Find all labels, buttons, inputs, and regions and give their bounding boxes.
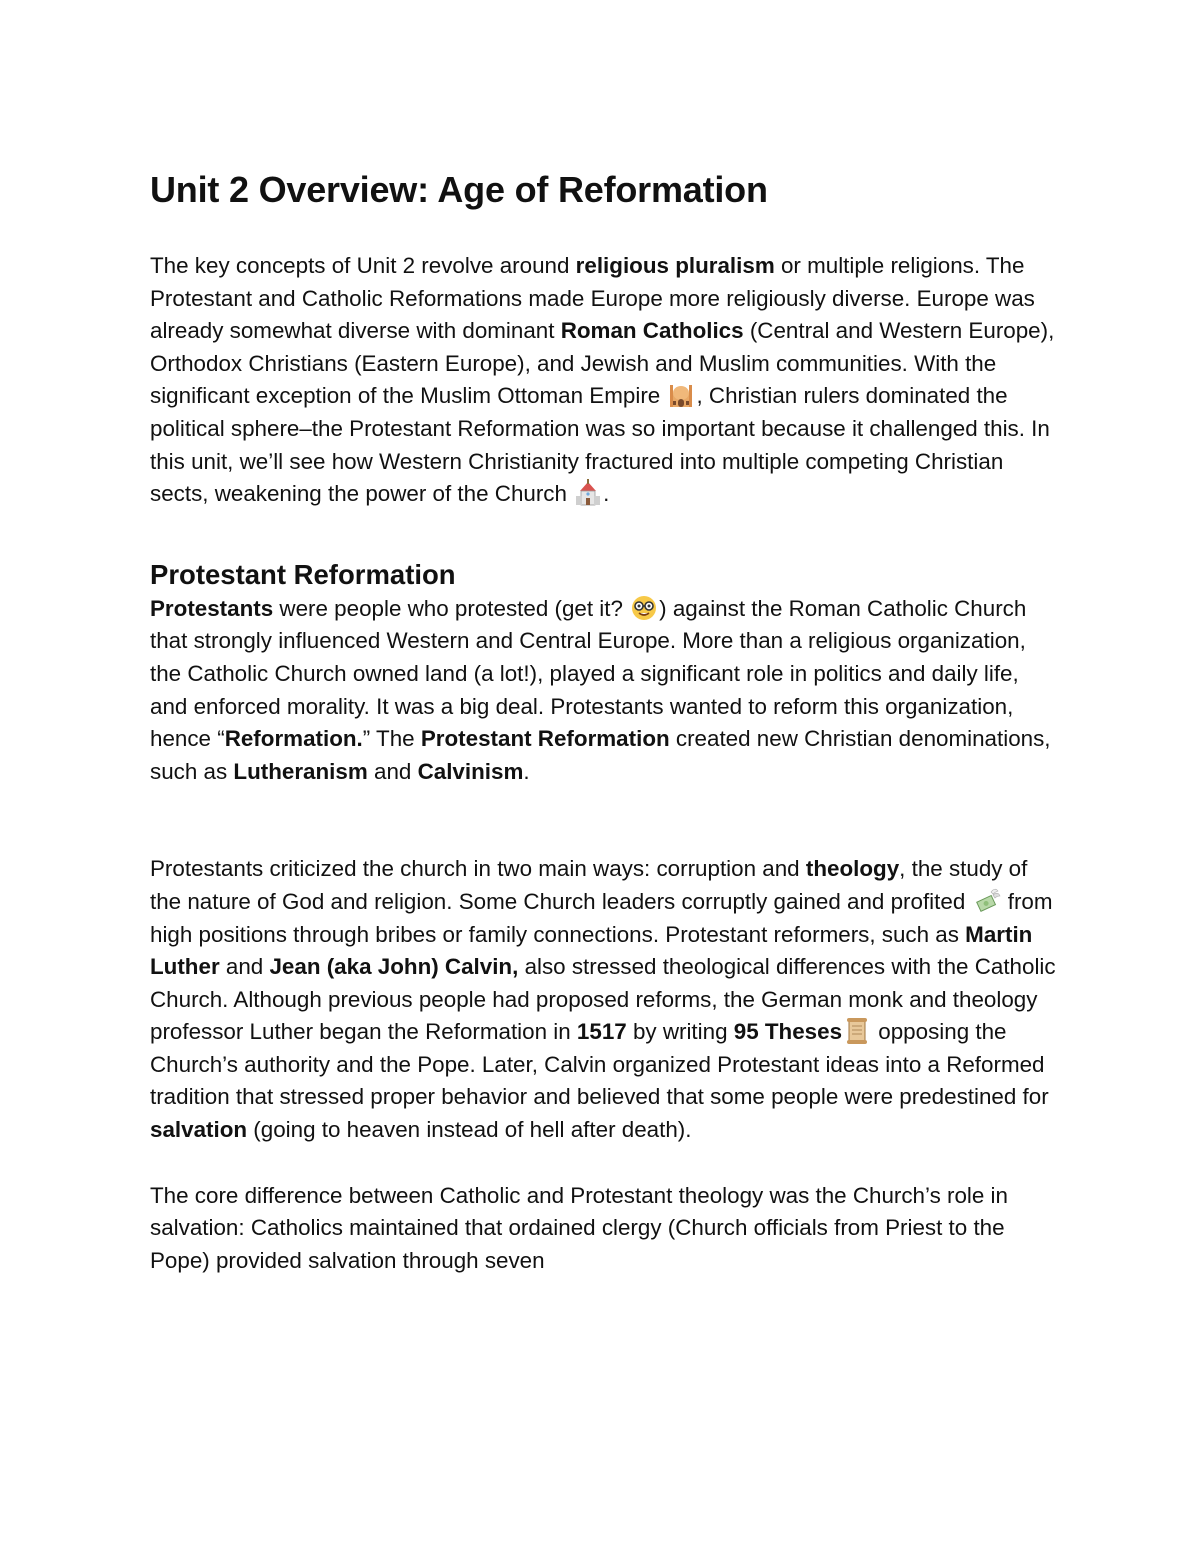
p3-text-1: The core difference between Catholic and Protestant theology was the Church’s role in salvation: Catholics maintained that ordained clergy (Church officials from Priest to the Pope) provided salvation through seven — [150, 1182, 1008, 1273]
scroll-icon — [843, 1017, 871, 1045]
protestants-paragraph — [150, 593, 1060, 789]
p2-text-7: opposing the Church’s authority and the Pope. Later, Calvin organized Protestant ideas into a Reformed tradition that stressed proper behavior and believed that some people were predestined for — [150, 1019, 1049, 1110]
p2-text-3: from high positions through bribes or family connections. Protestant reformers, such as — [150, 888, 1053, 947]
nerd-face-icon — [630, 594, 658, 622]
money-with-wings-icon — [973, 887, 1001, 915]
p2-text-1: Protestants criticized the church in two main ways: corruption and — [150, 856, 806, 882]
section-heading-protestant-reformation: Protestant Reformation — [150, 558, 456, 590]
term-roman-catholics: Roman Catholics — [560, 318, 744, 344]
intro-text-5: . — [603, 481, 610, 507]
term-lutheranism: Lutheranism — [233, 758, 368, 784]
document-page — [150, 166, 1060, 1277]
p1-text-6: . — [523, 758, 530, 784]
p2-text-6: by writing — [626, 1019, 734, 1045]
intro-text-2: or multiple religions. The Protestant and Catholic Reformations made Europe more religiously diverse. Europe was already somewhat diverse with dominant — [150, 253, 1035, 344]
p2-text-4: and — [219, 954, 270, 980]
term-calvinism: Calvinism — [417, 758, 524, 784]
page-title: Unit 2 Overview: Age of Reformation — [150, 169, 768, 210]
church-icon — [574, 479, 602, 507]
p1-text-2: ) against the Roman Catholic Church that strongly influenced Western and Central Europe. More than a religious organization, the Catholic Church owned land (a lot!), played a significant role in politics and daily life, and enforced morality. It was a big deal. Protestants wanted to reform this organization, hence “ — [150, 595, 1027, 752]
term-protestant-reformation: Protestant Reformation — [420, 726, 670, 752]
term-salvation: salvation — [150, 1117, 248, 1143]
term-95-theses: 95 Theses — [733, 1019, 843, 1045]
mosque-icon — [667, 381, 695, 409]
p1-text-3: ” The — [362, 726, 421, 752]
term-martin-luther: Martin Luther — [150, 921, 1033, 980]
term-1517: 1517 — [576, 1019, 627, 1045]
term-reformation: Reformation. — [224, 726, 363, 752]
intro-paragraph — [150, 250, 1060, 511]
term-religious-pluralism: religious pluralism — [575, 253, 775, 278]
core-difference-paragraph — [150, 1180, 1060, 1278]
p1-text-4: created new Christian denominations, such as — [150, 726, 1051, 784]
term-jean-calvin: Jean (aka John) Calvin, — [269, 954, 519, 980]
term-protestants: Protestants — [150, 595, 274, 621]
p2-text-5: also stressed theological differences with the Catholic Church. Although previous people had proposed reforms, the German monk and theology professor Luther began the Reformation in — [150, 954, 1056, 1045]
intro-text-1: The key concepts of Unit 2 revolve around — [150, 253, 576, 278]
criticism-paragraph — [150, 853, 1060, 1146]
term-theology: theology — [805, 856, 900, 882]
p1-text-1: were people who protested (get it? — [273, 595, 630, 621]
p2-text-8: (going to heaven instead of hell after death). — [247, 1117, 692, 1143]
intro-text-4: , Christian rulers dominated the political sphere–the Protestant Reformation was so important because it challenged this. In this unit, we’ll see how Western Christianity fractured into multiple competing Christian sects, weakening the power of the Church — [150, 383, 1050, 507]
p1-text-5: and — [367, 758, 418, 784]
intro-text-3: (Central and Western Europe), Orthodox Christians (Eastern Europe), and Jewish and Muslim communities. With the significant exception of the Muslim Ottoman Empire — [150, 318, 1055, 409]
p2-text-2: , the study of the nature of God and religion. Some Church leaders corruptly gained and profited — [150, 856, 1028, 914]
